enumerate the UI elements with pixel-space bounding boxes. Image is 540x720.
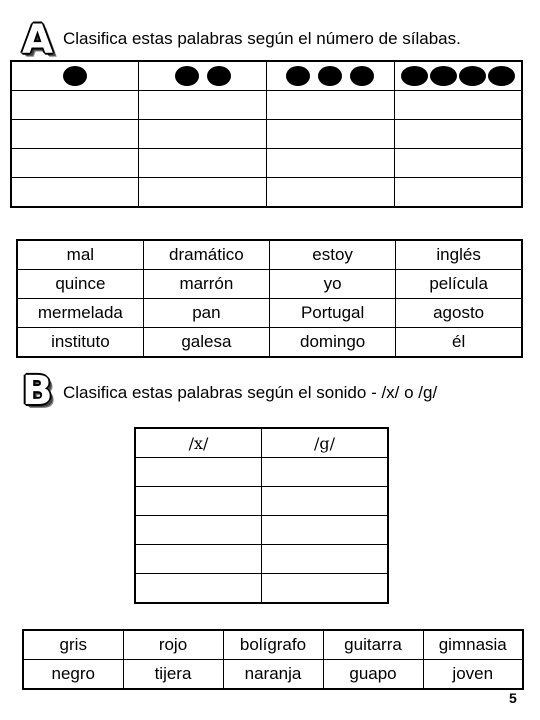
word-bank-a-word: mal bbox=[17, 240, 143, 270]
sound-answer-cell[interactable] bbox=[135, 516, 262, 545]
word-bank-a-word: domingo bbox=[270, 328, 396, 358]
answer-row bbox=[11, 91, 522, 120]
answer-cell[interactable] bbox=[11, 120, 139, 149]
sound-answer-row bbox=[135, 516, 388, 545]
sound-header-row bbox=[135, 428, 388, 458]
syllable-header-1 bbox=[11, 61, 139, 91]
word-bank-a-word: pan bbox=[143, 299, 269, 328]
answer-row bbox=[11, 178, 522, 208]
syllable-dot-icon bbox=[63, 66, 87, 86]
word-bank-a-word: inglés bbox=[396, 240, 522, 270]
answer-cell[interactable] bbox=[267, 178, 395, 208]
answer-cell[interactable] bbox=[267, 91, 395, 120]
section-a-letter: A bbox=[22, 17, 53, 63]
word-bank-a-word: galesa bbox=[143, 328, 269, 358]
word-bank-b-word: joven bbox=[423, 660, 523, 690]
answer-row bbox=[11, 120, 522, 149]
syllable-dot-icon bbox=[401, 66, 428, 86]
section-b-letter: B bbox=[22, 368, 53, 414]
syllable-dot-icon bbox=[286, 66, 310, 86]
word-bank-a-row bbox=[17, 299, 522, 328]
word-bank-b-word: gris bbox=[23, 630, 123, 660]
word-bank-a-word: instituto bbox=[17, 328, 143, 358]
sound-answer-row bbox=[135, 458, 388, 487]
word-bank-a-row bbox=[17, 270, 522, 299]
word-bank-a-word: mermelada bbox=[17, 299, 143, 328]
syllable-dot-icon bbox=[207, 66, 231, 86]
sound-header-x: /x/ bbox=[135, 428, 262, 458]
sound-answer-cell[interactable] bbox=[135, 545, 262, 574]
sound-header-g: /g/ bbox=[262, 428, 389, 458]
answer-cell[interactable] bbox=[139, 178, 267, 208]
sound-table bbox=[134, 427, 389, 604]
word-bank-a-word: marrón bbox=[143, 270, 269, 299]
answer-cell[interactable] bbox=[394, 178, 522, 208]
word-bank-b-word: tijera bbox=[123, 660, 223, 690]
word-bank-a-word: película bbox=[396, 270, 522, 299]
page-number: 5 bbox=[509, 690, 517, 706]
answer-cell[interactable] bbox=[267, 149, 395, 178]
syllable-dot-icon bbox=[318, 66, 342, 86]
syllable-dot-icon bbox=[459, 66, 486, 86]
sound-answer-cell[interactable] bbox=[262, 545, 389, 574]
syllable-dot-icon bbox=[430, 66, 457, 86]
sound-answer-cell[interactable] bbox=[262, 458, 389, 487]
word-bank-a-word: dramático bbox=[143, 240, 269, 270]
answer-cell[interactable] bbox=[394, 120, 522, 149]
answer-cell[interactable] bbox=[394, 91, 522, 120]
sound-answer-cell[interactable] bbox=[262, 516, 389, 545]
word-bank-b bbox=[22, 629, 524, 690]
word-bank-b-row bbox=[23, 660, 523, 690]
word-bank-b-word: guapo bbox=[323, 660, 423, 690]
answer-cell[interactable] bbox=[139, 149, 267, 178]
answer-cell[interactable] bbox=[11, 149, 139, 178]
sound-answer-cell[interactable] bbox=[262, 487, 389, 516]
syllable-dot-icon bbox=[488, 66, 515, 86]
syllable-header-row bbox=[11, 61, 522, 91]
section-a-instruction: Clasifica estas palabras según el número de sílabas. bbox=[63, 29, 461, 48]
answer-cell[interactable] bbox=[267, 120, 395, 149]
syllable-header-3 bbox=[267, 61, 395, 91]
word-bank-a-row bbox=[17, 240, 522, 270]
word-bank-a-row bbox=[17, 328, 522, 358]
word-bank-b-word: gimnasia bbox=[423, 630, 523, 660]
syllable-header-4 bbox=[394, 61, 522, 91]
answer-cell[interactable] bbox=[139, 120, 267, 149]
word-bank-b-word: naranja bbox=[223, 660, 323, 690]
word-bank-a-word: estoy bbox=[270, 240, 396, 270]
word-bank-b-row bbox=[23, 630, 523, 660]
answer-cell[interactable] bbox=[139, 91, 267, 120]
word-bank-a-word: quince bbox=[17, 270, 143, 299]
syllable-header-2 bbox=[139, 61, 267, 91]
syllable-dot-icon bbox=[175, 66, 199, 86]
sound-answer-row bbox=[135, 487, 388, 516]
word-bank-b-word: bolígrafo bbox=[223, 630, 323, 660]
answer-cell[interactable] bbox=[11, 178, 139, 208]
sound-answer-row bbox=[135, 574, 388, 604]
word-bank-a-word: agosto bbox=[396, 299, 522, 328]
section-b-instruction: Clasifica estas palabras según el sonido - /x/ o /g/ bbox=[63, 383, 438, 402]
answer-cell[interactable] bbox=[11, 91, 139, 120]
word-bank-b-word: negro bbox=[23, 660, 123, 690]
word-bank-a-word: yo bbox=[270, 270, 396, 299]
sound-answer-cell[interactable] bbox=[135, 458, 262, 487]
answer-cell[interactable] bbox=[394, 149, 522, 178]
word-bank-a bbox=[16, 239, 523, 358]
sound-answer-cell[interactable] bbox=[262, 574, 389, 604]
answer-row bbox=[11, 149, 522, 178]
sound-answer-cell[interactable] bbox=[135, 487, 262, 516]
word-bank-b-word: guitarra bbox=[323, 630, 423, 660]
sound-answer-row bbox=[135, 545, 388, 574]
syllable-table bbox=[10, 60, 523, 208]
word-bank-a-word: él bbox=[396, 328, 522, 358]
sound-answer-cell[interactable] bbox=[135, 574, 262, 604]
syllable-dot-icon bbox=[350, 66, 374, 86]
word-bank-a-word: Portugal bbox=[270, 299, 396, 328]
word-bank-b-word: rojo bbox=[123, 630, 223, 660]
